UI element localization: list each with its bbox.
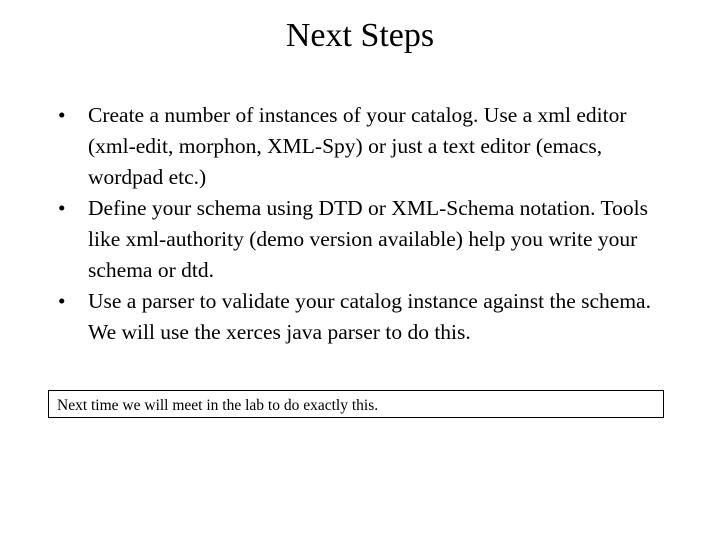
bullet-icon: •: [58, 289, 66, 313]
bullet-icon: •: [58, 103, 66, 127]
slide-title: Next Steps: [285, 17, 435, 54]
bullet-text: Create a number of instances of your catalog. Use a xml editor (xml-edit, morphon, XML-Spy) or just a text editor (emacs, wordpad etc.): [88, 103, 627, 189]
bullet-text: Use a parser to validate your catalog instance against the schema. We will use the xerces java parser to do this.: [88, 289, 651, 344]
bullet-text: Define your schema using DTD or XML-Schema notation. Tools like xml-authority (demo version available) help you write your schema or dtd.: [88, 196, 648, 282]
list-item: [58, 193, 668, 286]
note-box: [48, 390, 664, 418]
list-item: [58, 286, 668, 348]
bullet-icon: •: [58, 196, 66, 220]
list-item: [58, 100, 668, 193]
note-text: Next time we will meet in the lab to do exactly this.: [57, 397, 379, 414]
bullet-list: [58, 100, 668, 348]
